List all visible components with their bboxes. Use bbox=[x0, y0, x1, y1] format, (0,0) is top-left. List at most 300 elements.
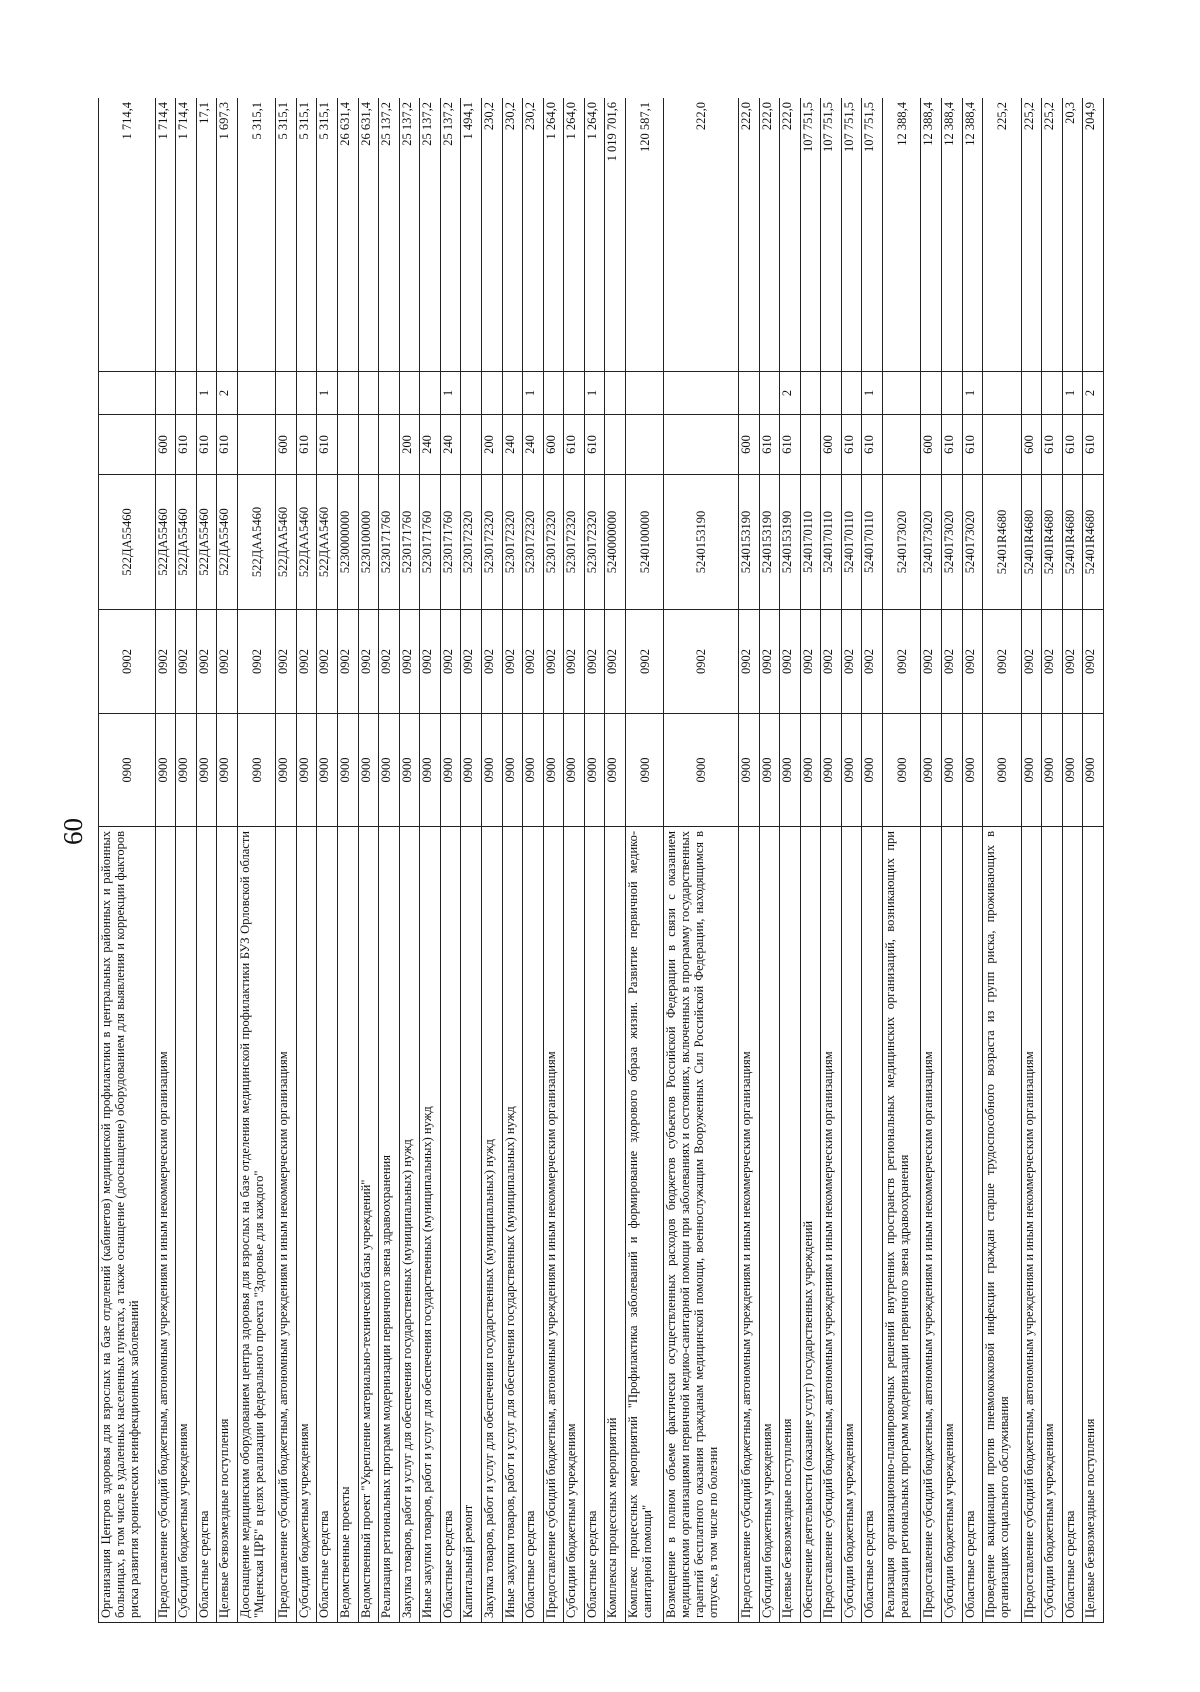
target-article-cell: 52401R4680 bbox=[1083, 475, 1104, 610]
table-row bbox=[780, 98, 801, 1623]
amount-cell: 12 388,4 bbox=[882, 98, 921, 372]
expense-type-cell: 610 bbox=[176, 415, 197, 475]
expense-type-cell: 200 bbox=[481, 415, 502, 475]
section-code-cell: 0902 bbox=[276, 610, 297, 714]
funding-source-cell bbox=[942, 372, 963, 415]
target-article-cell: 5240173020 bbox=[962, 475, 983, 610]
section-code-cell: 0902 bbox=[821, 610, 842, 714]
grbs-code-cell: 0900 bbox=[461, 714, 482, 827]
section-code-cell: 0902 bbox=[420, 610, 441, 714]
amount-cell: 20,3 bbox=[1062, 98, 1083, 372]
expense-type-cell: 240 bbox=[440, 415, 461, 475]
funding-source-cell bbox=[1021, 372, 1042, 415]
expense-type-cell: 600 bbox=[155, 415, 176, 475]
target-article-cell: 522ДАА5460 bbox=[237, 475, 276, 610]
section-code-cell: 0902 bbox=[461, 610, 482, 714]
target-article-cell: 5230100000 bbox=[358, 475, 379, 610]
target-article-cell: 522ДА55460 bbox=[99, 475, 156, 610]
amount-cell: 222,0 bbox=[780, 98, 801, 372]
grbs-code-cell: 0900 bbox=[217, 714, 238, 827]
table-row bbox=[738, 98, 759, 1623]
target-article-cell: 5230171760 bbox=[420, 475, 441, 610]
row-name-cell: Областные средства bbox=[962, 827, 983, 1623]
amount-cell: 12 388,4 bbox=[962, 98, 983, 372]
target-article-cell: 5240153190 bbox=[759, 475, 780, 610]
section-code-cell: 0902 bbox=[882, 610, 921, 714]
amount-cell: 107 751,5 bbox=[821, 98, 842, 372]
grbs-code-cell: 0900 bbox=[821, 714, 842, 827]
funding-source-cell bbox=[461, 372, 482, 415]
expense-type-cell bbox=[358, 415, 379, 475]
section-code-cell: 0902 bbox=[664, 610, 739, 714]
amount-cell: 120 587,1 bbox=[625, 98, 664, 372]
table-row bbox=[217, 98, 238, 1623]
amount-cell: 25 137,2 bbox=[420, 98, 441, 372]
amount-cell: 25 137,2 bbox=[379, 98, 400, 372]
target-article-cell: 52401R4680 bbox=[1042, 475, 1063, 610]
expense-type-cell: 610 bbox=[841, 415, 862, 475]
section-code-cell: 0902 bbox=[237, 610, 276, 714]
grbs-code-cell: 0900 bbox=[584, 714, 605, 827]
expense-type-cell: 610 bbox=[217, 415, 238, 475]
section-code-cell: 0902 bbox=[738, 610, 759, 714]
row-name-cell: Областные средства bbox=[523, 827, 544, 1623]
grbs-code-cell: 0900 bbox=[921, 714, 942, 827]
table-row bbox=[1042, 98, 1063, 1623]
funding-source-cell bbox=[399, 372, 420, 415]
table-row bbox=[461, 98, 482, 1623]
grbs-code-cell: 0900 bbox=[983, 714, 1022, 827]
budget-table-area bbox=[98, 98, 1104, 1623]
grbs-code-cell: 0900 bbox=[882, 714, 921, 827]
funding-source-cell bbox=[882, 372, 921, 415]
table-row bbox=[420, 98, 441, 1623]
section-code-cell: 0902 bbox=[399, 610, 420, 714]
grbs-code-cell: 0900 bbox=[1021, 714, 1042, 827]
section-code-cell: 0902 bbox=[983, 610, 1022, 714]
target-article-cell: 5230171760 bbox=[379, 475, 400, 610]
table-row bbox=[625, 98, 664, 1623]
section-code-cell: 0902 bbox=[1021, 610, 1042, 714]
grbs-code-cell: 0900 bbox=[1083, 714, 1104, 827]
table-row bbox=[564, 98, 585, 1623]
expense-type-cell bbox=[379, 415, 400, 475]
expense-type-cell: 610 bbox=[1062, 415, 1083, 475]
grbs-code-cell: 0900 bbox=[605, 714, 626, 827]
expense-type-cell: 610 bbox=[780, 415, 801, 475]
section-code-cell: 0902 bbox=[358, 610, 379, 714]
funding-source-cell: 1 bbox=[196, 372, 217, 415]
expense-type-cell: 610 bbox=[962, 415, 983, 475]
section-code-cell: 0902 bbox=[481, 610, 502, 714]
section-code-cell: 0902 bbox=[523, 610, 544, 714]
section-code-cell: 0902 bbox=[296, 610, 317, 714]
expense-type-cell bbox=[237, 415, 276, 475]
amount-cell: 5 315,1 bbox=[276, 98, 297, 372]
grbs-code-cell: 0900 bbox=[862, 714, 883, 827]
row-name-cell: Субсидии бюджетным учреждениям bbox=[1042, 827, 1063, 1623]
grbs-code-cell: 0900 bbox=[664, 714, 739, 827]
funding-source-cell bbox=[276, 372, 297, 415]
expense-type-cell: 610 bbox=[317, 415, 338, 475]
row-name-cell: Реализация региональных программ модернизации первичного звена здравоохранения bbox=[379, 827, 400, 1623]
funding-source-cell bbox=[625, 372, 664, 415]
amount-cell: 1 714,4 bbox=[176, 98, 197, 372]
amount-cell: 1 714,4 bbox=[155, 98, 176, 372]
target-article-cell: 5240170110 bbox=[821, 475, 842, 610]
section-code-cell: 0902 bbox=[584, 610, 605, 714]
funding-source-cell bbox=[800, 372, 821, 415]
budget-table-body bbox=[99, 98, 1104, 1623]
section-code-cell: 0902 bbox=[625, 610, 664, 714]
amount-cell: 5 315,1 bbox=[237, 98, 276, 372]
table-row bbox=[399, 98, 420, 1623]
expense-type-cell: 600 bbox=[821, 415, 842, 475]
section-code-cell: 0902 bbox=[862, 610, 883, 714]
funding-source-cell: 1 bbox=[584, 372, 605, 415]
section-code-cell: 0902 bbox=[759, 610, 780, 714]
section-code-cell: 0902 bbox=[1042, 610, 1063, 714]
amount-cell: 5 315,1 bbox=[317, 98, 338, 372]
amount-cell: 1 019 701,6 bbox=[605, 98, 626, 372]
amount-cell: 1 697,3 bbox=[217, 98, 238, 372]
amount-cell: 26 631,4 bbox=[358, 98, 379, 372]
funding-source-cell bbox=[176, 372, 197, 415]
amount-cell: 25 137,2 bbox=[399, 98, 420, 372]
amount-cell: 107 751,5 bbox=[862, 98, 883, 372]
section-code-cell: 0902 bbox=[379, 610, 400, 714]
row-name-cell: Областные средства bbox=[584, 827, 605, 1623]
funding-source-cell bbox=[983, 372, 1022, 415]
grbs-code-cell: 0900 bbox=[237, 714, 276, 827]
row-name-cell: Субсидии бюджетным учреждениям bbox=[564, 827, 585, 1623]
funding-source-cell bbox=[358, 372, 379, 415]
amount-cell: 230,2 bbox=[481, 98, 502, 372]
grbs-code-cell: 0900 bbox=[176, 714, 197, 827]
amount-cell: 12 388,4 bbox=[921, 98, 942, 372]
row-name-cell: Ведомственные проекты bbox=[338, 827, 359, 1623]
section-code-cell: 0902 bbox=[338, 610, 359, 714]
expense-type-cell: 240 bbox=[502, 415, 523, 475]
funding-source-cell bbox=[379, 372, 400, 415]
expense-type-cell: 610 bbox=[1083, 415, 1104, 475]
expense-type-cell: 610 bbox=[942, 415, 963, 475]
target-article-cell: 5230171760 bbox=[440, 475, 461, 610]
grbs-code-cell: 0900 bbox=[841, 714, 862, 827]
target-article-cell: 522ДАА5460 bbox=[296, 475, 317, 610]
table-row bbox=[502, 98, 523, 1623]
amount-cell: 1 264,0 bbox=[564, 98, 585, 372]
row-name-cell: Возмещение в полном объеме фактически осуществленных расходов бюджетов субъектов Российской Федерации в связи с оказанием медицинскими организациями первичной медико-санитарной помощи при заболеваниях и состояниях, включенных в программу государственных гарантий бесплатного оказания гражданам медицинской помощи, военнослужащим Вооруженных Сил Российской Федерации, находящимся в отпуске, в том числе по болезни bbox=[664, 827, 739, 1623]
funding-source-cell bbox=[543, 372, 564, 415]
amount-cell: 230,2 bbox=[502, 98, 523, 372]
expense-type-cell: 610 bbox=[296, 415, 317, 475]
table-row bbox=[584, 98, 605, 1623]
target-article-cell: 522ДА55460 bbox=[196, 475, 217, 610]
expense-type-cell: 240 bbox=[523, 415, 544, 475]
table-row bbox=[196, 98, 217, 1623]
row-name-cell: Областные средства bbox=[1062, 827, 1083, 1623]
target-article-cell: 5230172320 bbox=[461, 475, 482, 610]
row-name-cell: Комплекс процессных мероприятий "Профилактика заболеваний и формирование здорового образа жизни. Развитие первичной медико-санитарной помощи" bbox=[625, 827, 664, 1623]
target-article-cell: 5230172320 bbox=[584, 475, 605, 610]
grbs-code-cell: 0900 bbox=[543, 714, 564, 827]
table-row bbox=[296, 98, 317, 1623]
row-name-cell: Субсидии бюджетным учреждениям bbox=[759, 827, 780, 1623]
grbs-code-cell: 0900 bbox=[155, 714, 176, 827]
table-row bbox=[1083, 98, 1104, 1623]
section-code-cell: 0902 bbox=[196, 610, 217, 714]
funding-source-cell bbox=[841, 372, 862, 415]
row-name-cell: Предоставление субсидий бюджетным, автономным учреждениям и иным некоммерческим организациям bbox=[276, 827, 297, 1623]
table-row bbox=[983, 98, 1022, 1623]
expense-type-cell: 240 bbox=[420, 415, 441, 475]
target-article-cell: 5240170110 bbox=[841, 475, 862, 610]
grbs-code-cell: 0900 bbox=[99, 714, 156, 827]
section-code-cell: 0902 bbox=[1062, 610, 1083, 714]
row-name-cell: Целевые безвозмездные поступления bbox=[217, 827, 238, 1623]
row-name-cell: Дооснащение медицинским оборудованием центра здоровья для взрослых на базе отделения медицинской профилактики БУЗ Орловской области "Мценская ЦРБ" в целях реализации федерального проекта "Здоровье для каждого" bbox=[237, 827, 276, 1623]
table-row bbox=[841, 98, 862, 1623]
grbs-code-cell: 0900 bbox=[276, 714, 297, 827]
section-code-cell: 0902 bbox=[176, 610, 197, 714]
table-row bbox=[440, 98, 461, 1623]
section-code-cell: 0902 bbox=[780, 610, 801, 714]
table-row bbox=[338, 98, 359, 1623]
expense-type-cell: 600 bbox=[1021, 415, 1042, 475]
amount-cell: 107 751,5 bbox=[841, 98, 862, 372]
expense-type-cell: 610 bbox=[1042, 415, 1063, 475]
funding-source-cell: 1 bbox=[862, 372, 883, 415]
target-article-cell: 5230172320 bbox=[564, 475, 585, 610]
expense-type-cell: 600 bbox=[921, 415, 942, 475]
section-code-cell: 0902 bbox=[99, 610, 156, 714]
row-name-cell: Иные закупки товаров, работ и услуг для обеспечения государственных (муниципальных) нужд bbox=[420, 827, 441, 1623]
table-row bbox=[759, 98, 780, 1623]
target-article-cell: 5240153190 bbox=[664, 475, 739, 610]
rotated-page-content bbox=[98, 98, 1104, 1623]
target-article-cell: 5240153190 bbox=[780, 475, 801, 610]
row-name-cell: Проведение вакцинации против пневмококковой инфекции граждан старше трудоспособного возраста из групп риска, проживающих в организациях социального обслуживания bbox=[983, 827, 1022, 1623]
grbs-code-cell: 0900 bbox=[440, 714, 461, 827]
section-code-cell: 0902 bbox=[564, 610, 585, 714]
section-code-cell: 0902 bbox=[440, 610, 461, 714]
table-row bbox=[962, 98, 983, 1623]
target-article-cell: 522ДАА5460 bbox=[317, 475, 338, 610]
section-code-cell: 0902 bbox=[543, 610, 564, 714]
amount-cell: 5 315,1 bbox=[296, 98, 317, 372]
table-row bbox=[276, 98, 297, 1623]
grbs-code-cell: 0900 bbox=[759, 714, 780, 827]
section-code-cell: 0902 bbox=[502, 610, 523, 714]
grbs-code-cell: 0900 bbox=[962, 714, 983, 827]
table-row bbox=[317, 98, 338, 1623]
funding-source-cell: 1 bbox=[317, 372, 338, 415]
funding-source-cell bbox=[99, 372, 156, 415]
grbs-code-cell: 0900 bbox=[317, 714, 338, 827]
grbs-code-cell: 0900 bbox=[379, 714, 400, 827]
target-article-cell: 52401R4680 bbox=[1062, 475, 1083, 610]
grbs-code-cell: 0900 bbox=[481, 714, 502, 827]
funding-source-cell bbox=[921, 372, 942, 415]
target-article-cell: 5240170110 bbox=[862, 475, 883, 610]
row-name-cell: Целевые безвозмездные поступления bbox=[780, 827, 801, 1623]
table-row bbox=[1021, 98, 1042, 1623]
amount-cell: 230,2 bbox=[523, 98, 544, 372]
expense-type-cell bbox=[983, 415, 1022, 475]
expense-type-cell bbox=[338, 415, 359, 475]
amount-cell: 225,2 bbox=[983, 98, 1022, 372]
funding-source-cell bbox=[664, 372, 739, 415]
target-article-cell: 5240173020 bbox=[882, 475, 921, 610]
funding-source-cell bbox=[338, 372, 359, 415]
table-row bbox=[481, 98, 502, 1623]
table-row bbox=[942, 98, 963, 1623]
row-name-cell: Комплексы процессных мероприятий bbox=[605, 827, 626, 1623]
funding-source-cell bbox=[738, 372, 759, 415]
table-row bbox=[523, 98, 544, 1623]
target-article-cell: 5240153190 bbox=[738, 475, 759, 610]
section-code-cell: 0902 bbox=[217, 610, 238, 714]
row-name-cell: Субсидии бюджетным учреждениям bbox=[942, 827, 963, 1623]
page-number: 60 bbox=[58, 818, 88, 845]
funding-source-cell: 1 bbox=[440, 372, 461, 415]
amount-cell: 222,0 bbox=[738, 98, 759, 372]
expense-type-cell bbox=[664, 415, 739, 475]
expense-type-cell: 610 bbox=[584, 415, 605, 475]
amount-cell: 222,0 bbox=[759, 98, 780, 372]
amount-cell: 225,2 bbox=[1042, 98, 1063, 372]
target-article-cell: 522ДАА5460 bbox=[276, 475, 297, 610]
target-article-cell: 5230172320 bbox=[481, 475, 502, 610]
target-article-cell: 522ДА55460 bbox=[217, 475, 238, 610]
expense-type-cell: 600 bbox=[543, 415, 564, 475]
amount-cell: 12 388,4 bbox=[942, 98, 963, 372]
funding-source-cell bbox=[237, 372, 276, 415]
grbs-code-cell: 0900 bbox=[1062, 714, 1083, 827]
grbs-code-cell: 0900 bbox=[399, 714, 420, 827]
row-name-cell: Предоставление субсидий бюджетным, автономным учреждениям и иным некоммерческим организациям bbox=[821, 827, 842, 1623]
funding-source-cell bbox=[296, 372, 317, 415]
row-name-cell: Целевые безвозмездные поступления bbox=[1083, 827, 1104, 1623]
row-name-cell: Иные закупки товаров, работ и услуг для обеспечения государственных (муниципальных) нужд bbox=[502, 827, 523, 1623]
grbs-code-cell: 0900 bbox=[296, 714, 317, 827]
grbs-code-cell: 0900 bbox=[1042, 714, 1063, 827]
funding-source-cell bbox=[759, 372, 780, 415]
amount-cell: 1 714,4 bbox=[99, 98, 156, 372]
funding-source-cell bbox=[605, 372, 626, 415]
table-row bbox=[605, 98, 626, 1623]
row-name-cell: Закупка товаров, работ и услуг для обеспечения государственных (муниципальных) нужд bbox=[481, 827, 502, 1623]
expense-type-cell: 200 bbox=[399, 415, 420, 475]
section-code-cell: 0902 bbox=[605, 610, 626, 714]
section-code-cell: 0902 bbox=[1083, 610, 1104, 714]
amount-cell: 1 264,0 bbox=[543, 98, 564, 372]
row-name-cell: Областные средства bbox=[440, 827, 461, 1623]
grbs-code-cell: 0900 bbox=[502, 714, 523, 827]
amount-cell: 25 137,2 bbox=[440, 98, 461, 372]
row-name-cell: Предоставление субсидий бюджетным, автономным учреждениям и иным некоммерческим организациям bbox=[921, 827, 942, 1623]
grbs-code-cell: 0900 bbox=[564, 714, 585, 827]
grbs-code-cell: 0900 bbox=[338, 714, 359, 827]
table-row bbox=[99, 98, 156, 1623]
row-name-cell: Организация Центров здоровья для взрослых на базе отделений (кабинетов) медицинской профилактики в центральных районных и районных больницах, в том числе в удаленных населенных пунктах, а также оснащение (дооснащение) оборудованием для выявления и коррекции факторов риска развития хронических неинфекционных заболеваний bbox=[99, 827, 156, 1623]
grbs-code-cell: 0900 bbox=[800, 714, 821, 827]
amount-cell: 17,1 bbox=[196, 98, 217, 372]
table-row bbox=[821, 98, 842, 1623]
row-name-cell: Областные средства bbox=[196, 827, 217, 1623]
grbs-code-cell: 0900 bbox=[358, 714, 379, 827]
target-article-cell: 52401R4680 bbox=[1021, 475, 1042, 610]
funding-source-cell bbox=[821, 372, 842, 415]
amount-cell: 204,9 bbox=[1083, 98, 1104, 372]
funding-source-cell bbox=[564, 372, 585, 415]
row-name-cell: Предоставление субсидий бюджетным, автономным учреждениям и иным некоммерческим организациям bbox=[543, 827, 564, 1623]
table-row bbox=[862, 98, 883, 1623]
amount-cell: 222,0 bbox=[664, 98, 739, 372]
table-row bbox=[921, 98, 942, 1623]
row-name-cell: Субсидии бюджетным учреждениям bbox=[176, 827, 197, 1623]
funding-source-cell: 1 bbox=[523, 372, 544, 415]
table-row bbox=[379, 98, 400, 1623]
target-article-cell: 5230000000 bbox=[338, 475, 359, 610]
target-article-cell: 5240100000 bbox=[625, 475, 664, 610]
funding-source-cell bbox=[502, 372, 523, 415]
expense-type-cell bbox=[605, 415, 626, 475]
section-code-cell: 0902 bbox=[841, 610, 862, 714]
amount-cell: 1 264,0 bbox=[584, 98, 605, 372]
table-row bbox=[664, 98, 739, 1623]
expense-type-cell bbox=[99, 415, 156, 475]
table-row bbox=[155, 98, 176, 1623]
section-code-cell: 0902 bbox=[155, 610, 176, 714]
target-article-cell: 5230171760 bbox=[399, 475, 420, 610]
row-name-cell: Капитальный ремонт bbox=[461, 827, 482, 1623]
row-name-cell: Обеспечение деятельности (оказание услуг) государственных учреждений bbox=[800, 827, 821, 1623]
row-name-cell: Предоставление субсидий бюджетным, автономным учреждениям и иным некоммерческим организациям bbox=[155, 827, 176, 1623]
grbs-code-cell: 0900 bbox=[780, 714, 801, 827]
row-name-cell: Субсидии бюджетным учреждениям bbox=[841, 827, 862, 1623]
funding-source-cell: 2 bbox=[217, 372, 238, 415]
table-row bbox=[800, 98, 821, 1623]
expense-type-cell: 600 bbox=[276, 415, 297, 475]
target-article-cell: 5240000000 bbox=[605, 475, 626, 610]
funding-source-cell: 2 bbox=[780, 372, 801, 415]
target-article-cell: 522ДА55460 bbox=[176, 475, 197, 610]
row-name-cell: Областные средства bbox=[317, 827, 338, 1623]
grbs-code-cell: 0900 bbox=[625, 714, 664, 827]
row-name-cell: Областные средства bbox=[862, 827, 883, 1623]
funding-source-cell bbox=[155, 372, 176, 415]
funding-source-cell: 1 bbox=[962, 372, 983, 415]
section-code-cell: 0902 bbox=[921, 610, 942, 714]
grbs-code-cell: 0900 bbox=[420, 714, 441, 827]
amount-cell: 225,2 bbox=[1021, 98, 1042, 372]
table-row bbox=[176, 98, 197, 1623]
amount-cell: 107 751,5 bbox=[800, 98, 821, 372]
target-article-cell: 5230172320 bbox=[523, 475, 544, 610]
row-name-cell: Предоставление субсидий бюджетным, автономным учреждениям и иным некоммерческим организациям bbox=[738, 827, 759, 1623]
section-code-cell: 0902 bbox=[800, 610, 821, 714]
row-name-cell: Субсидии бюджетным учреждениям bbox=[296, 827, 317, 1623]
section-code-cell: 0902 bbox=[962, 610, 983, 714]
target-article-cell: 522ДА55460 bbox=[155, 475, 176, 610]
grbs-code-cell: 0900 bbox=[196, 714, 217, 827]
funding-source-cell bbox=[1042, 372, 1063, 415]
expense-type-cell: 610 bbox=[564, 415, 585, 475]
target-article-cell: 52401R4680 bbox=[983, 475, 1022, 610]
funding-source-cell: 2 bbox=[1083, 372, 1104, 415]
